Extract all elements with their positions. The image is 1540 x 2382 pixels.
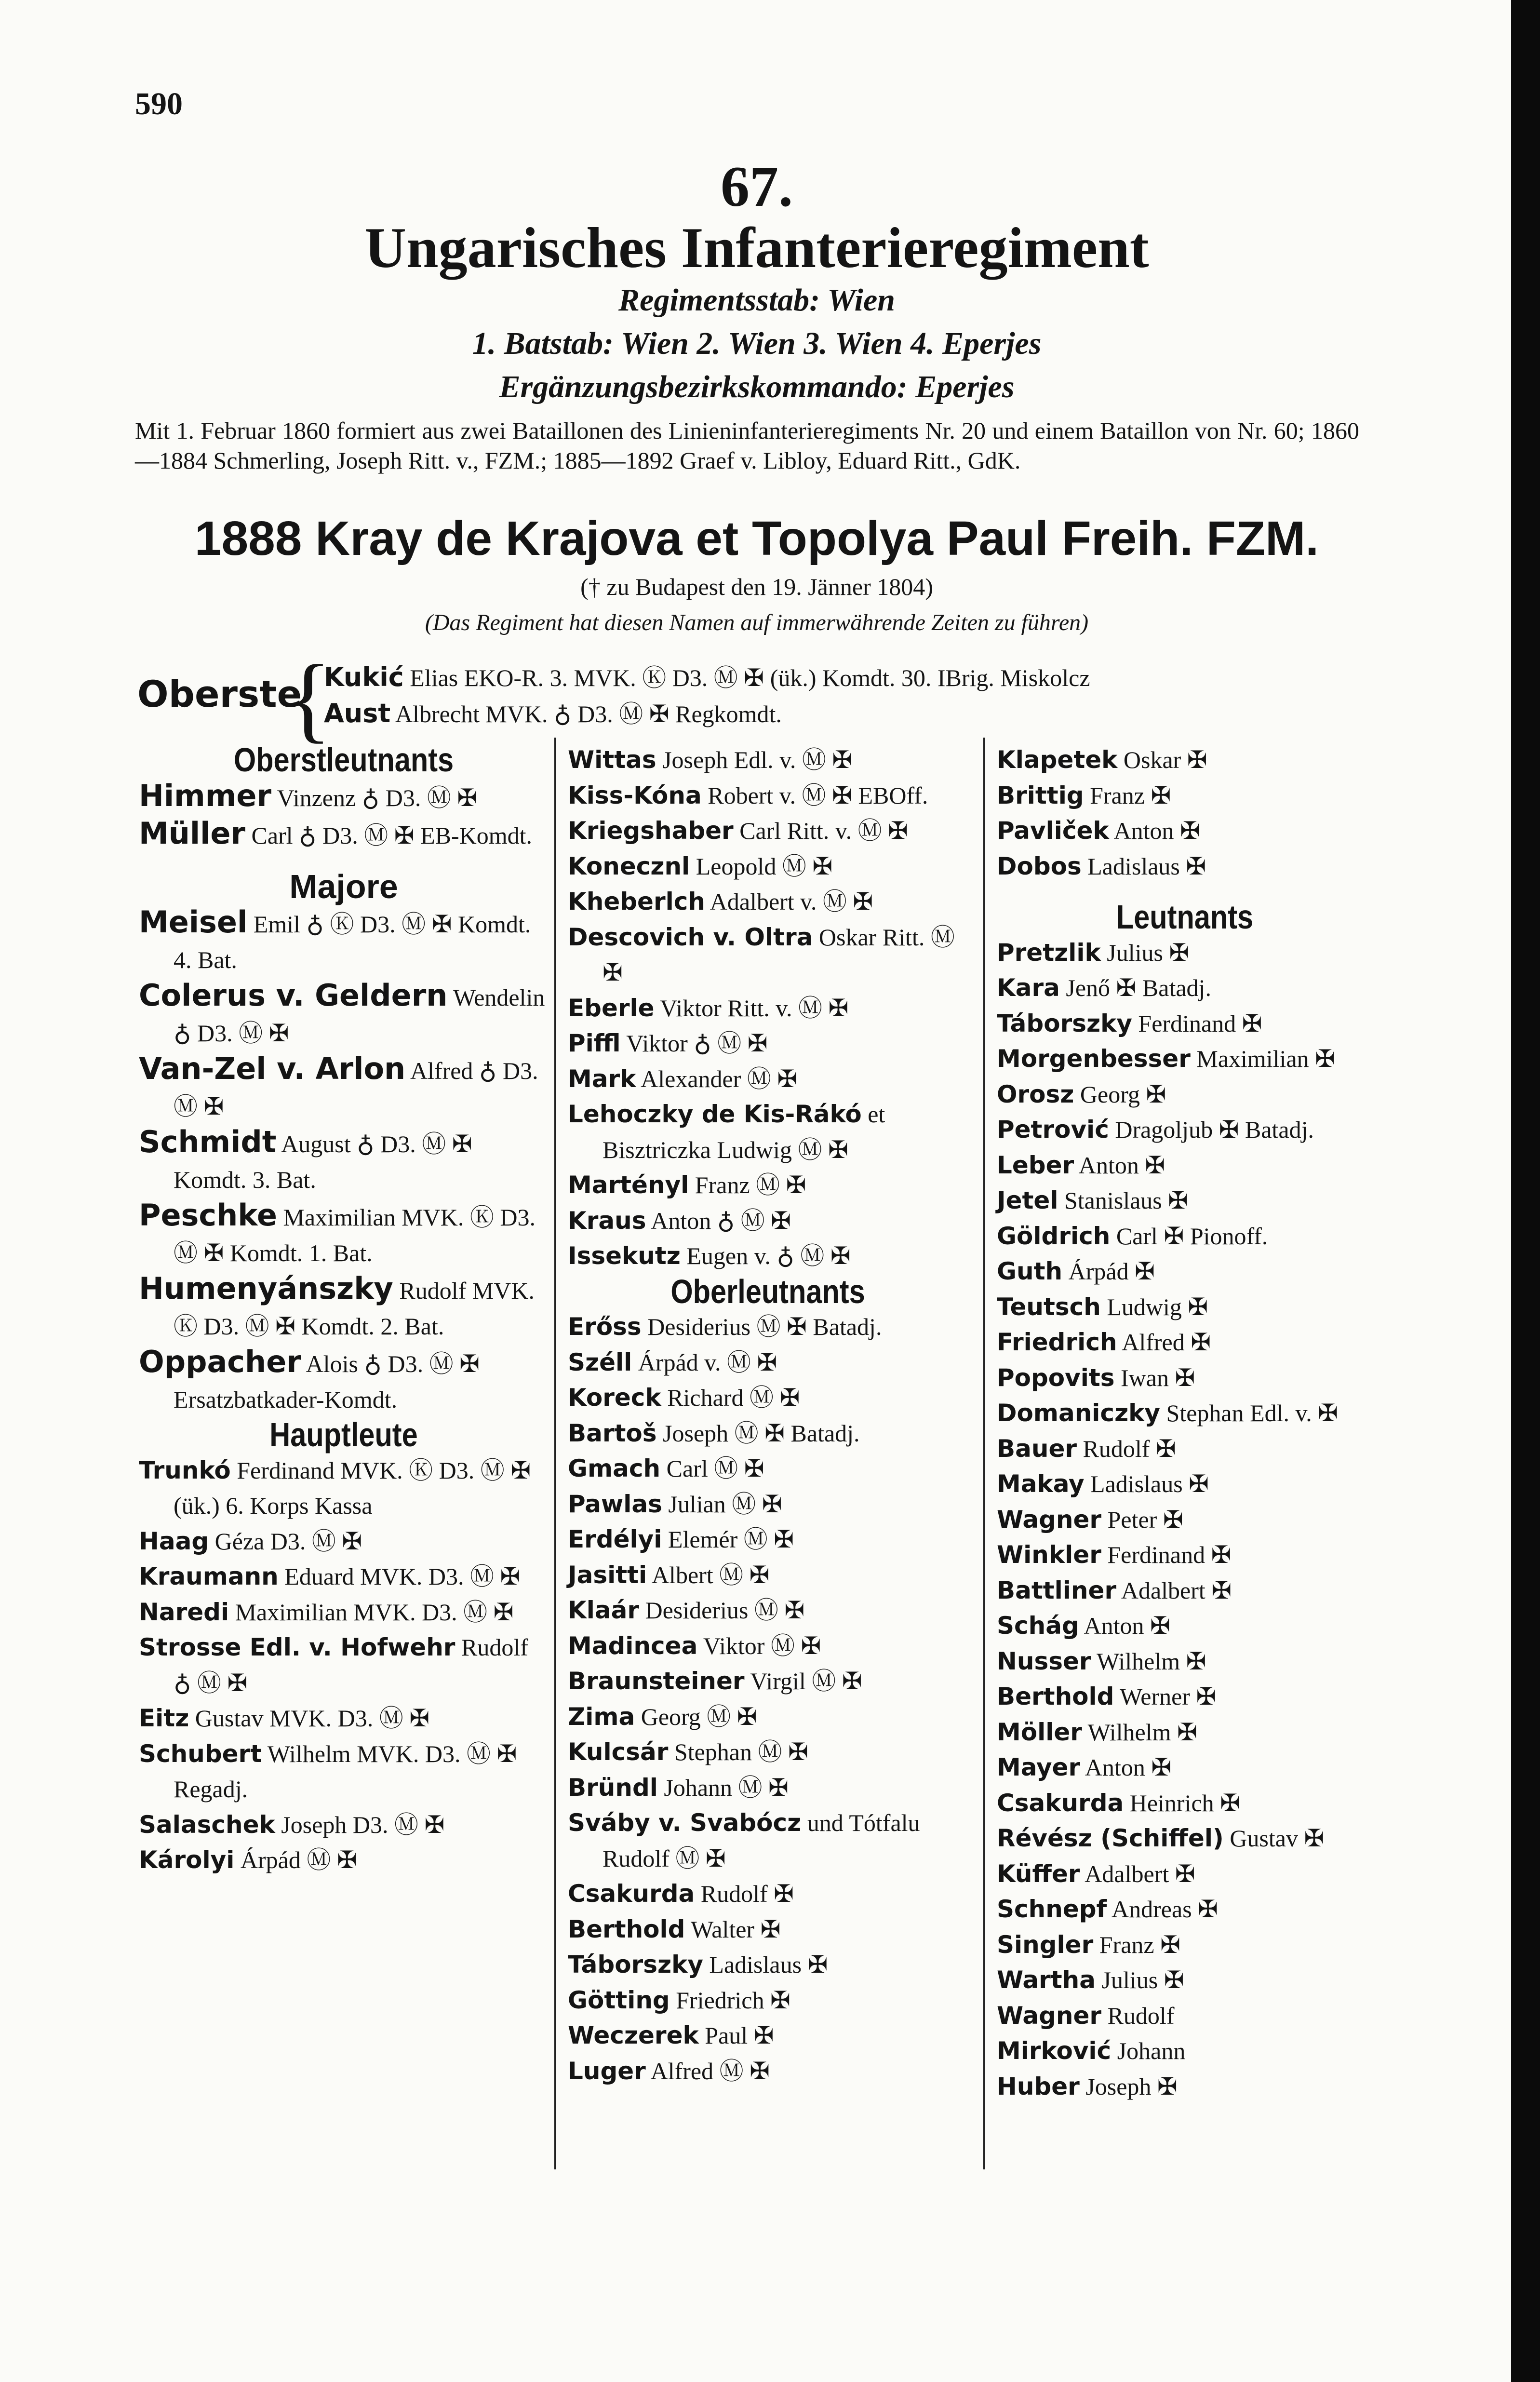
list-item: Jetel Stanislaus ✠ xyxy=(997,1186,1189,1214)
list-item: Battliner Adalbert ✠ xyxy=(997,1576,1232,1604)
list-item: Erdélyi Elemér Ⓜ ✠ xyxy=(568,1525,794,1553)
list-item: Kheberlch Adalbert v. Ⓜ ✠ xyxy=(568,888,873,915)
list-item: Schmidt August ♁ D3. Ⓜ ✠ Komdt. 3. Bat. xyxy=(139,1124,472,1193)
list-item: Mayer Anton ✠ xyxy=(997,1753,1172,1781)
column-3 xyxy=(997,742,1373,2104)
list-item: Leber Anton ✠ xyxy=(997,1151,1165,1179)
list-item: Singler Franz ✠ xyxy=(997,1930,1180,1959)
list-item: Wartha Julius ✠ xyxy=(997,1966,1184,1994)
list-item: Berthold Walter ✠ xyxy=(568,1915,781,1943)
section-title-majore: Majore xyxy=(289,867,398,905)
list-item: Winkler Ferdinand ✠ xyxy=(997,1541,1232,1569)
ergaenzungsbezirkskommando: Ergänzungsbezirkskommando: Eperjes xyxy=(499,369,1015,404)
list-item: Weczerek Paul ✠ xyxy=(568,2021,774,2049)
list-item: Friedrich Alfred ✠ xyxy=(997,1328,1211,1356)
regimentsstab: Regimentsstab: Wien xyxy=(618,283,895,318)
list-item: Táborszky Ferdinand ✠ xyxy=(997,1009,1262,1037)
list-item: Zima Georg Ⓜ ✠ xyxy=(568,1702,757,1731)
list-item: Makay Ladislaus ✠ xyxy=(997,1470,1209,1498)
section-title-leutnants: Leutnants xyxy=(1116,898,1254,936)
list-item: Széll Árpád v. Ⓜ ✠ xyxy=(568,1348,777,1376)
list-item: Pavliček Anton ✠ xyxy=(997,817,1200,845)
list-item: Csakurda Heinrich ✠ xyxy=(997,1789,1241,1817)
owner-note: (Das Regiment hat diesen Namen auf immerwährende Zeiten zu führen) xyxy=(425,610,1089,635)
list-item: Himmer Vinzenz ♁ D3. Ⓜ ✠ xyxy=(139,778,478,813)
list-item: Kraus Anton ♁ Ⓜ ✠ xyxy=(568,1206,791,1235)
page-number: 590 xyxy=(135,86,183,121)
list-item: Brittig Franz ✠ xyxy=(997,781,1171,809)
list-item: Gmach Carl Ⓜ ✠ xyxy=(568,1454,764,1482)
column-divider xyxy=(554,738,556,2169)
list-item: Eitz Gustav MVK. D3. Ⓜ ✠ xyxy=(139,1704,430,1732)
list-item: Erőss Desiderius Ⓜ ✠ Batadj. xyxy=(568,1313,882,1341)
list-item: Bartoš Joseph Ⓜ ✠ Batadj. xyxy=(568,1419,860,1447)
column-1 xyxy=(139,742,549,1878)
list-item: Kraumann Eduard MVK. D3. Ⓜ ✠ xyxy=(139,1562,521,1590)
list-item: Konecznl Leopold Ⓜ ✠ xyxy=(568,852,833,880)
list-item: Révész (Schiffel) Gustav ✠ xyxy=(997,1824,1325,1852)
list-item: Kulcsár Stephan Ⓜ ✠ xyxy=(568,1738,808,1766)
list-item: Petrović Dragoljub ✠ Batadj. xyxy=(997,1116,1314,1144)
list-item: Csakurda Rudolf ✠ xyxy=(568,1880,794,1908)
regiment-number: 67. xyxy=(721,154,793,218)
list-item: Teutsch Ludwig ✠ xyxy=(997,1292,1208,1321)
list-item: Nusser Wilhelm ✠ xyxy=(997,1647,1206,1675)
list-item: Guth Árpád ✠ xyxy=(997,1257,1155,1285)
oberste-label: Oberste xyxy=(137,673,302,715)
column-2 xyxy=(568,742,968,2089)
regiment-owner: 1888 Kray de Krajova et Topolya Paul Freih. FZM. xyxy=(194,511,1319,565)
list-item: Peschke Maximilian MVK. Ⓚ D3. Ⓜ ✠ Komdt. 1. Bat. xyxy=(139,1198,536,1266)
list-item: Aust Albrecht MVK. ♁ D3. Ⓜ ✠ Regkomdt. xyxy=(324,698,782,728)
list-item: Humenyánszky Rudolf MVK. Ⓚ D3. Ⓜ ✠ Komdt. 2. Bat. xyxy=(139,1271,535,1340)
list-item: Kukić Elias EKO-R. 3. MVK. Ⓚ D3. Ⓜ ✠ (ük.) Komdt. 30. IBrig. Miskolcz xyxy=(324,662,1090,692)
list-item: Lehoczky de Kis-Rákó et Bisztriczka Ludwig Ⓜ ✠ xyxy=(568,1100,885,1163)
list-item: Károlyi Árpád Ⓜ ✠ xyxy=(139,1846,357,1874)
list-item: Bauer Rudolf ✠ xyxy=(997,1434,1176,1463)
regiment-title: Ungarisches Infanterieregiment xyxy=(364,215,1149,280)
list-item: Huber Joseph ✠ xyxy=(997,2072,1178,2100)
oberste-list xyxy=(324,659,1090,732)
list-item: Pretzlik Julius ✠ xyxy=(997,938,1190,967)
list-item: Mirković Johann xyxy=(997,2037,1186,2065)
section-title-hauptleute: Hauptleute xyxy=(269,1416,418,1453)
section-title-oberstleutnants: Oberstleutnants xyxy=(233,741,454,779)
list-item: Schnepf Andreas ✠ xyxy=(997,1895,1219,1923)
list-item: Kiss-Kóna Robert v. Ⓜ ✠ EBOff. xyxy=(568,781,928,809)
list-item: Popovits Iwan ✠ xyxy=(997,1363,1195,1392)
column-divider xyxy=(983,738,985,2169)
history-text: Mit 1. Februar 1860 formiert aus zwei Bataillonen des Linieninfanterieregiments Nr. 20 und einem Bataillon von Nr. 60; 1860—1884 Schmerling, Joseph Ritt. v., FZM.; 1885—1892 Graef v. Libloy, Eduard Ritt., GdK. xyxy=(135,417,1359,474)
list-item: Oppacher Alois ♁ D3. Ⓜ ✠ Ersatzbatkader-Komdt. xyxy=(139,1344,480,1413)
list-item: Salaschek Joseph D3. Ⓜ ✠ xyxy=(139,1810,445,1839)
list-item: Jasitti Albert Ⓜ ✠ xyxy=(568,1561,770,1589)
list-item: Göldrich Carl ✠ Pionoff. xyxy=(997,1222,1268,1250)
list-item: Pawlas Julian Ⓜ ✠ xyxy=(568,1490,782,1518)
brace: { xyxy=(285,646,332,752)
list-item: Táborszky Ladislaus ✠ xyxy=(568,1951,828,1978)
list-item: Koreck Richard Ⓜ ✠ xyxy=(568,1384,800,1412)
list-item: Götting Friedrich ✠ xyxy=(568,1986,790,2014)
list-item: Orosz Georg ✠ xyxy=(997,1080,1166,1108)
list-item: Haag Géza D3. Ⓜ ✠ xyxy=(139,1527,362,1555)
list-item: Wagner Peter ✠ xyxy=(997,1505,1183,1534)
list-item: Naredi Maximilian MVK. D3. Ⓜ ✠ xyxy=(139,1598,514,1626)
list-item: Morgenbesser Maximilian ✠ xyxy=(997,1045,1336,1073)
list-item: Van-Zel v. Arlon Alfred ♁ D3. Ⓜ ✠ xyxy=(139,1051,538,1120)
list-item: Trunkó Ferdinand MVK. Ⓚ D3. Ⓜ ✠ (ük.) 6. Korps Kassa xyxy=(139,1456,531,1519)
list-item: Sváby v. Svabócz und Tótfalu Rudolf Ⓜ ✠ xyxy=(568,1809,920,1872)
list-item: Piffl Viktor ♁ Ⓜ ✠ xyxy=(568,1029,768,1057)
list-item: Kara Jenő ✠ Batadj. xyxy=(997,974,1211,1002)
scan-right-edge xyxy=(1511,0,1540,2382)
list-item: Klapetek Oskar ✠ xyxy=(997,746,1207,774)
list-item: Kriegshaber Carl Ritt. v. Ⓜ ✠ xyxy=(568,817,908,845)
list-item: Müller Carl ♁ D3. Ⓜ ✠ EB-Komdt. xyxy=(139,816,533,851)
list-item: Domaniczky Stephan Edl. v. ✠ xyxy=(997,1399,1339,1427)
list-item: Schubert Wilhelm MVK. D3. Ⓜ ✠ Regadj. xyxy=(139,1739,517,1803)
list-item: Klaár Desiderius Ⓜ ✠ xyxy=(568,1596,805,1624)
list-item: Wittas Joseph Edl. v. Ⓜ ✠ xyxy=(568,746,853,774)
list-item: Wagner Rudolf xyxy=(997,2001,1175,2030)
list-item: Schág Anton ✠ xyxy=(997,1612,1170,1640)
list-item: Mark Alexander Ⓜ ✠ xyxy=(568,1064,798,1093)
list-item: Luger Alfred Ⓜ ✠ xyxy=(568,2057,770,2085)
list-item: Dobos Ladislaus ✠ xyxy=(997,852,1206,880)
list-item: Madincea Viktor Ⓜ ✠ xyxy=(568,1631,821,1660)
list-item: Braunsteiner Virgil Ⓜ ✠ xyxy=(568,1667,862,1695)
list-item: Issekutz Eugen v. ♁ Ⓜ ✠ xyxy=(568,1242,851,1270)
list-item: Küffer Adalbert ✠ xyxy=(997,1859,1195,1888)
owner-death: († zu Budapest den 19. Jänner 1804) xyxy=(580,573,933,600)
list-item: Colerus v. Geldern Wendelin ♁ D3. Ⓜ ✠ xyxy=(139,978,545,1047)
list-item: Descovich v. Oltra Oskar Ritt. Ⓜ ✠ xyxy=(568,923,955,986)
section-title-oberleutnants: Oberleutnants xyxy=(670,1272,865,1310)
list-item: Möller Wilhelm ✠ xyxy=(997,1718,1197,1746)
batstab: 1. Batstab: Wien 2. Wien 3. Wien 4. Eperjes xyxy=(472,326,1042,361)
list-item: Martényl Franz Ⓜ ✠ xyxy=(568,1171,806,1199)
list-item: Meisel Emil ♁ Ⓚ D3. Ⓜ ✠ Komdt. 4. Bat. xyxy=(139,904,531,973)
list-item: Bründl Johann Ⓜ ✠ xyxy=(568,1773,789,1802)
list-item: Eberle Viktor Ritt. v. Ⓜ ✠ xyxy=(568,994,849,1022)
list-item: Strosse Edl. v. Hofwehr Rudolf ♁ Ⓜ ✠ xyxy=(139,1633,528,1696)
list-item: Berthold Werner ✠ xyxy=(997,1682,1217,1710)
